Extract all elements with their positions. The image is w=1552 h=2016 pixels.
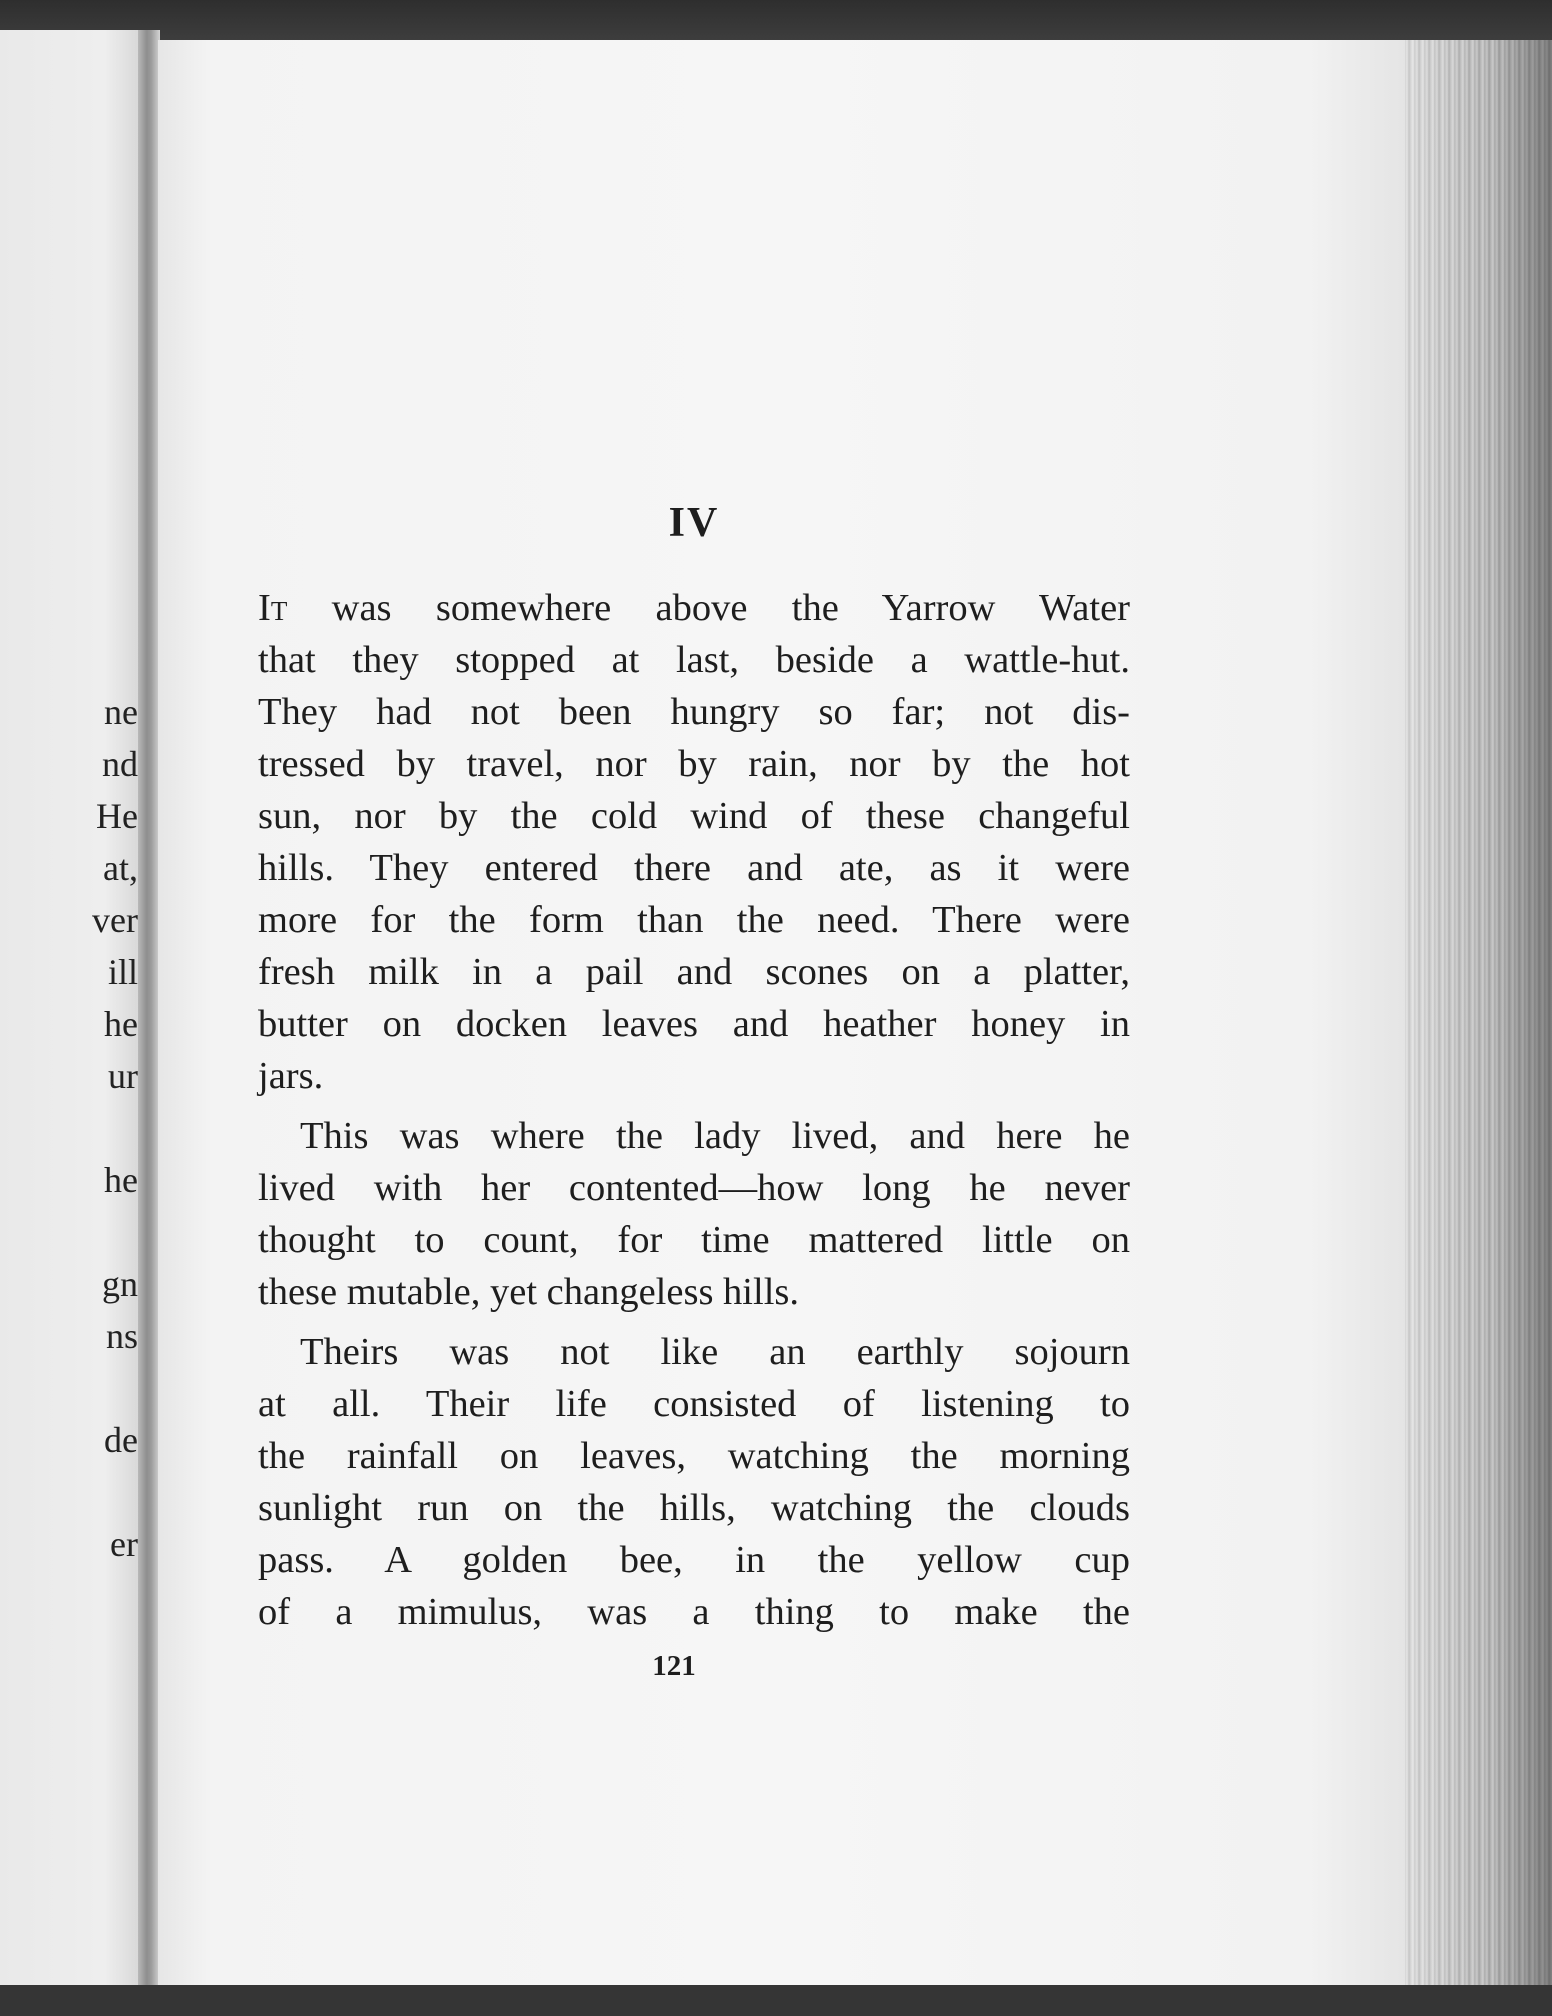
text-line: at all. Their life consisted of listening to bbox=[258, 1383, 1130, 1425]
text-line: Theirs was not like an earthly sojourn bbox=[300, 1331, 1130, 1373]
left-page-fragment: he bbox=[104, 1004, 138, 1044]
paragraph-1 bbox=[258, 582, 1130, 1102]
text-line: of a mimulus, was a thing to make the bbox=[258, 1591, 1130, 1633]
scan-top-border bbox=[0, 0, 1552, 40]
left-page-fragment: ne bbox=[104, 692, 138, 732]
text-line: that they stopped at last, beside a wattle-hut. bbox=[258, 639, 1130, 681]
left-page-fragment: nd bbox=[102, 744, 138, 784]
text-line: the rainfall on leaves, watching the morning bbox=[258, 1435, 1130, 1477]
text-line: They had not been hungry so far; not dis- bbox=[258, 691, 1130, 733]
text-line: tressed by travel, nor by rain, nor by the hot bbox=[258, 743, 1130, 785]
left-page-fragment: ur bbox=[108, 1056, 138, 1096]
text-line: This was where the lady lived, and here he bbox=[300, 1115, 1130, 1157]
book-gutter bbox=[138, 30, 160, 1990]
page-number: 121 bbox=[652, 1650, 696, 1682]
left-page-fragment: he bbox=[104, 1160, 138, 1200]
scan-bottom-border bbox=[0, 1985, 1552, 2016]
left-page-fragment: ns bbox=[105, 1316, 138, 1356]
text-line: fresh milk in a pail and scones on a platter, bbox=[258, 951, 1130, 993]
paragraph-2 bbox=[258, 1110, 1130, 1318]
text-line: jars. bbox=[258, 1055, 324, 1097]
left-page-fragment: He bbox=[96, 796, 138, 836]
left-page-fragment: ill bbox=[107, 952, 138, 992]
opening-small-caps: It bbox=[258, 587, 288, 629]
text-line bbox=[258, 582, 1130, 634]
text-line: sunlight run on the hills, watching the clouds bbox=[258, 1487, 1130, 1529]
text-line: hills. They entered there and ate, as it were bbox=[258, 847, 1130, 889]
text-line: lived with her contented—how long he never bbox=[258, 1167, 1130, 1209]
text-line-content: was somewhere above the Yarrow Water bbox=[287, 587, 1130, 629]
text-line: these mutable, yet changeless hills. bbox=[258, 1271, 799, 1313]
left-page-fragment: er bbox=[110, 1524, 138, 1564]
paragraph-3 bbox=[258, 1326, 1130, 1638]
chapter-heading: IV bbox=[668, 500, 720, 546]
text-line: more for the form than the need. There were bbox=[258, 899, 1130, 941]
page-text-block bbox=[258, 498, 1130, 1686]
left-page-fragment: gn bbox=[102, 1264, 138, 1304]
left-page-fragment: ver bbox=[92, 900, 138, 940]
left-page-fragment: de bbox=[104, 1420, 138, 1460]
left-page-fragment: at, bbox=[103, 848, 138, 888]
left-page bbox=[0, 30, 150, 1990]
text-line: butter on docken leaves and heather honey in bbox=[258, 1003, 1130, 1045]
text-line: pass. A golden bee, in the yellow cup bbox=[258, 1539, 1130, 1581]
page-block-shadow bbox=[1405, 40, 1552, 1990]
text-line: thought to count, for time mattered little on bbox=[258, 1219, 1130, 1261]
text-line: sun, nor by the cold wind of these changeful bbox=[258, 795, 1130, 837]
